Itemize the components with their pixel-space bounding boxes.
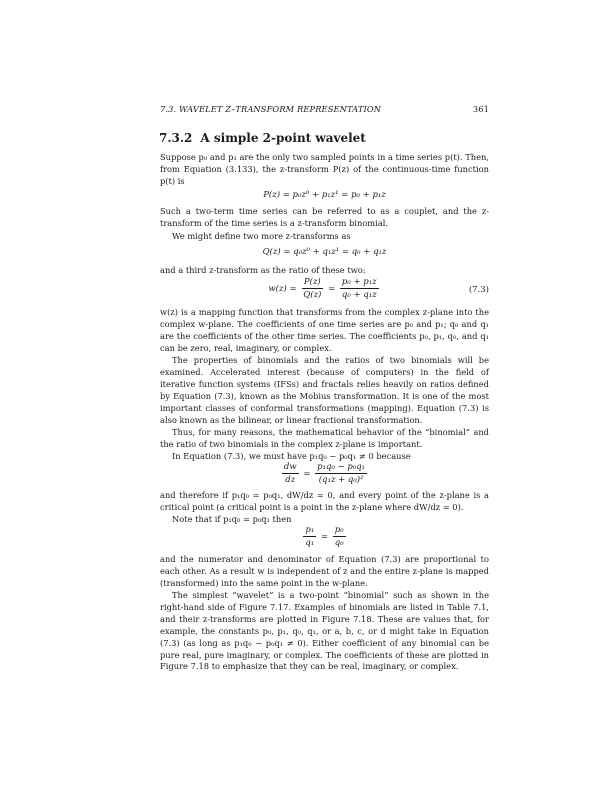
deriv-rhs-fraction (315, 462, 367, 485)
paragraph-mapping: w(z) is a mapping function that transforms from the complex z-plane into the complex w-plane. The coefficients of one time series are p₀ and p₁; q₀ and q₁ are the coefficients of the other time series. The coefficients p₀, p₁, q₀, and q₁ can be zero, real, imaginary, or complex. (160, 307, 489, 353)
ratio-lhs-denominator: q₁ (305, 538, 315, 548)
equation-number: (7.3) (468, 285, 489, 295)
eq73-fraction-1 (301, 277, 323, 300)
running-head (160, 104, 489, 114)
equation-ratio (160, 525, 489, 548)
eq73-frac2-denominator: q₀ + q₁z (341, 290, 377, 300)
eq73-frac2-numerator: p₀ + p₁z (341, 277, 377, 287)
deriv-equals: = (303, 469, 311, 479)
paragraph-couplet: Such a two-term time series can be referred to as a couplet, and the z-transform of the time series is a z-transform binomial. (160, 206, 489, 228)
ratio-rhs-denominator: q₀ (334, 538, 344, 548)
equation-pz: P(z) = p₀z⁰ + p₁z¹ = p₀ + p₁z (263, 190, 386, 200)
paragraph-note: Note that if p₁q₀ = p₀q₁ then (172, 514, 292, 524)
paragraph-must-have: In Equation (7.3), we must have p₁q₀ − p₀q₁ ≠ 0 because (172, 451, 411, 461)
eq73-fraction-2 (340, 277, 379, 300)
section-number: 7.3.2 (159, 131, 193, 145)
ratio-lhs-numerator: p₁ (305, 525, 315, 535)
deriv-lhs-denominator: dz (285, 475, 296, 485)
deriv-rhs-numerator: p₁q₀ − p₀q₁ (317, 462, 366, 472)
equation-qz: Q(z) = q₀z⁰ + q₁z¹ = q₀ + q₁z (262, 247, 387, 257)
eq73-frac1-numerator: P(z) (303, 277, 321, 287)
deriv-rhs-denominator: (q₁z + q₀)² (318, 475, 364, 485)
eq73-lhs: w(z) = (268, 284, 297, 294)
ratio-lhs-fraction (303, 525, 316, 548)
paragraph-simplest-wavelet: The simplest “wavelet” is a two-point “binomial” such as shown in the right-hand side of Figure 7.17. Examples of binomials are listed in Table 7.1, and their z-transforms are plotted in Figure 7.18. These are values that, for example, the constants p₀, p₁, q₀, q₁, or a, b, c, or d might take in Equation (7.3) (as long as p₁q₀ − p₀q₁ ≠ 0). Either coefficient of any binomial can be pure real, pure imaginary, or complex. The coefficients of these are plotted in Figure 7.18 to emphasize that they can be real, imaginary, or complex. (160, 590, 489, 672)
paragraph-proportional: and the numerator and denominator of Equation (7.3) are proportional to each other. As a result w is independent of z and the entire z-plane is mapped (transformed) into the same point in the w-plane. (160, 554, 489, 588)
paragraph-third: and a third z-transform as the ratio of these two: (160, 265, 366, 275)
paragraph-properties: The properties of binomials and the ratios of two binomials will be examined. Accelerated interest (because of computers) in the field of iterative function systems (IFSs) and fractals relies heavily on ratios defined by Equation (7.3), known as the Mobius transformation. It is one of the most important classes of conformal transformations (mapping). Equation (7.3) is also known as the bilinear, or linear fractional transformation. (160, 355, 489, 425)
deriv-lhs-numerator: dw (283, 462, 297, 472)
paragraph-define-more: We might define two more z-transforms as (172, 231, 351, 241)
deriv-lhs-fraction (282, 462, 299, 485)
running-title: 7.3. WAVELET Z–TRANSFORM REPRESENTATION (160, 104, 382, 114)
equation-7-3 (160, 277, 489, 300)
equation-derivative (160, 462, 489, 485)
paragraph-intro: Suppose p₀ and p₁ are the only two sampled points in a time series p(t). Then, from Equation (3.133), the z-transform P(z) of the continuous-time function p(t) is (160, 152, 489, 186)
eq73-equals: = (328, 284, 336, 294)
ratio-rhs-fraction (333, 525, 346, 548)
ratio-equals: = (320, 532, 329, 542)
page-number: 361 (472, 104, 489, 114)
paragraph-reasons: Thus, for many reasons, the mathematical behavior of the “binomial” and the ratio of two binomials in the complex z-plane is important. (160, 427, 489, 449)
section-title: A simple 2-point wavelet (200, 131, 366, 145)
paragraph-critical-point: and therefore if p₁q₀ = p₀q₁, dW/dz = 0, and every point of the z-plane is a critical point (a critical point is a point in the z-plane where dW/dz = 0). (160, 490, 489, 512)
eq73-frac1-denominator: Q(z) (303, 290, 322, 300)
ratio-rhs-numerator: p₀ (334, 525, 344, 535)
section-heading (159, 131, 366, 145)
